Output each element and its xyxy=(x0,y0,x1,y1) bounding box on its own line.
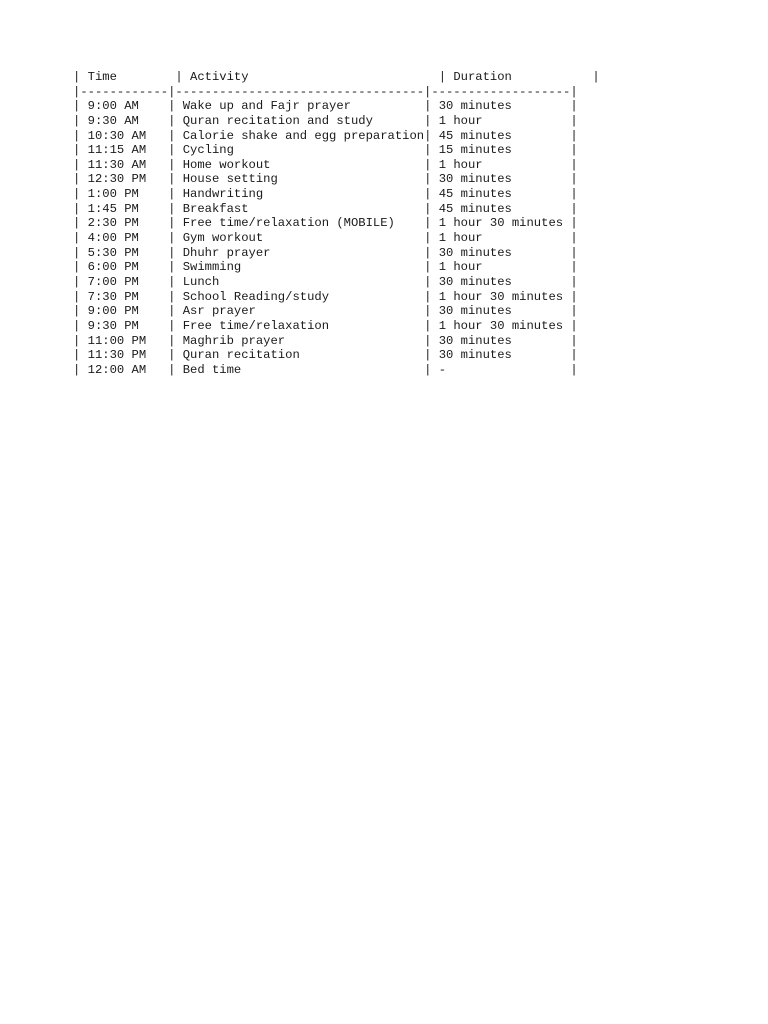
cell-duration: 1 hour xyxy=(438,231,483,246)
cell-time: 9:00 PM xyxy=(87,304,139,319)
cell-duration: 45 minutes xyxy=(438,128,512,143)
table-row: | 4:00 PM | Gym workout | 1 hour | xyxy=(73,231,578,246)
schedule-table xyxy=(73,70,600,377)
cell-activity: Handwriting xyxy=(182,187,264,202)
table-separator-row: |------------|----------------------------------|-------------------| xyxy=(73,84,578,99)
document-page xyxy=(73,70,600,377)
table-row: | 11:30 AM | Home workout | 1 hour | xyxy=(73,157,578,172)
cell-duration: 15 minutes xyxy=(438,143,512,158)
table-row: | 9:00 AM | Wake up and Fajr prayer | 30 minutes | xyxy=(73,99,578,114)
cell-activity: Home workout xyxy=(182,157,271,172)
cell-activity: Free time/relaxation xyxy=(182,318,330,333)
cell-time: 12:00 AM xyxy=(87,362,147,377)
cell-activity: Dhuhr prayer xyxy=(182,245,271,260)
cell-time: 4:00 PM xyxy=(87,231,139,246)
table-row: | 10:30 AM | Calorie shake and egg preparation| 45 minutes | xyxy=(73,128,578,143)
header-time: Time xyxy=(87,70,117,84)
cell-activity: Calorie shake and egg preparation xyxy=(182,128,425,143)
table-row: | 7:30 PM | School Reading/study | 1 hour 30 minutes | xyxy=(73,289,578,304)
cell-activity: Swimming xyxy=(182,260,242,275)
cell-activity: House setting xyxy=(182,172,278,187)
cell-activity: Breakfast xyxy=(182,201,249,216)
cell-time: 9:30 PM xyxy=(87,318,139,333)
cell-duration: 45 minutes xyxy=(438,187,512,202)
cell-activity: Quran recitation and study xyxy=(182,113,373,128)
cell-activity: Wake up and Fajr prayer xyxy=(182,99,351,114)
table-row: | 11:30 PM | Quran recitation | 30 minutes | xyxy=(73,348,578,363)
table-row: | 2:30 PM | Free time/relaxation (MOBILE) | 1 hour 30 minutes | xyxy=(73,216,578,231)
table-row: | 1:45 PM | Breakfast | 45 minutes | xyxy=(73,201,578,216)
cell-activity: Maghrib prayer xyxy=(182,333,286,348)
cell-duration: 1 hour xyxy=(438,260,483,275)
cell-time: 11:00 PM xyxy=(87,333,147,348)
cell-activity: Gym workout xyxy=(182,231,264,246)
cell-duration: 1 hour 30 minutes xyxy=(438,318,564,333)
table-row: | 1:00 PM | Handwriting | 45 minutes | xyxy=(73,187,578,202)
cell-time: 10:30 AM xyxy=(87,128,147,143)
cell-time: 9:00 AM xyxy=(87,99,139,114)
header-duration: Duration xyxy=(453,70,512,84)
cell-time: 1:45 PM xyxy=(87,201,139,216)
cell-duration: 30 minutes xyxy=(438,172,512,187)
table-row: | 11:15 AM | Cycling | 15 minutes | xyxy=(73,143,578,158)
cell-duration: 30 minutes xyxy=(438,245,512,260)
cell-duration: 30 minutes xyxy=(438,304,512,319)
cell-time: 11:30 AM xyxy=(87,157,147,172)
cell-time: 5:30 PM xyxy=(87,245,139,260)
cell-time: 2:30 PM xyxy=(87,216,139,231)
table-row: | 9:00 PM | Asr prayer | 30 minutes | xyxy=(73,304,578,319)
cell-duration: 30 minutes xyxy=(438,333,512,348)
header-activity: Activity xyxy=(190,70,249,84)
table-row: | 12:30 PM | House setting | 30 minutes | xyxy=(73,172,578,187)
table-row: | 5:30 PM | Dhuhr prayer | 30 minutes | xyxy=(73,245,578,260)
cell-duration: 30 minutes xyxy=(438,274,512,289)
table-header-row: | Time | Activity | Duration | xyxy=(73,70,600,84)
cell-duration: - xyxy=(438,362,447,377)
cell-activity: Asr prayer xyxy=(182,304,256,319)
cell-time: 9:30 AM xyxy=(87,113,139,128)
cell-duration: 1 hour 30 minutes xyxy=(438,216,564,231)
cell-activity: School Reading/study xyxy=(182,289,330,304)
cell-activity: Bed time xyxy=(182,362,242,377)
cell-duration: 45 minutes xyxy=(438,201,512,216)
cell-activity: Lunch xyxy=(182,274,220,289)
cell-duration: 30 minutes xyxy=(438,99,512,114)
cell-time: 7:00 PM xyxy=(87,274,139,289)
table-row: | 6:00 PM | Swimming | 1 hour | xyxy=(73,260,578,275)
cell-time: 7:30 PM xyxy=(87,289,139,304)
table-row: | 12:00 AM | Bed time | - | xyxy=(73,362,578,377)
table-row: | 7:00 PM | Lunch | 30 minutes | xyxy=(73,274,578,289)
cell-time: 11:15 AM xyxy=(87,143,147,158)
cell-duration: 30 minutes xyxy=(438,348,512,363)
cell-activity: Quran recitation xyxy=(182,348,300,363)
table-row: | 9:30 AM | Quran recitation and study | 1 hour | xyxy=(73,113,578,128)
cell-activity: Cycling xyxy=(182,143,234,158)
cell-duration: 1 hour xyxy=(438,113,483,128)
cell-time: 6:00 PM xyxy=(87,260,139,275)
cell-activity: Free time/relaxation (MOBILE) xyxy=(182,216,395,231)
table-row: | 9:30 PM | Free time/relaxation | 1 hour 30 minutes | xyxy=(73,318,578,333)
cell-time: 12:30 PM xyxy=(87,172,147,187)
cell-time: 1:00 PM xyxy=(87,187,139,202)
cell-duration: 1 hour 30 minutes xyxy=(438,289,564,304)
cell-time: 11:30 PM xyxy=(87,348,147,363)
table-row: | 11:00 PM | Maghrib prayer | 30 minutes | xyxy=(73,333,578,348)
cell-duration: 1 hour xyxy=(438,157,483,172)
